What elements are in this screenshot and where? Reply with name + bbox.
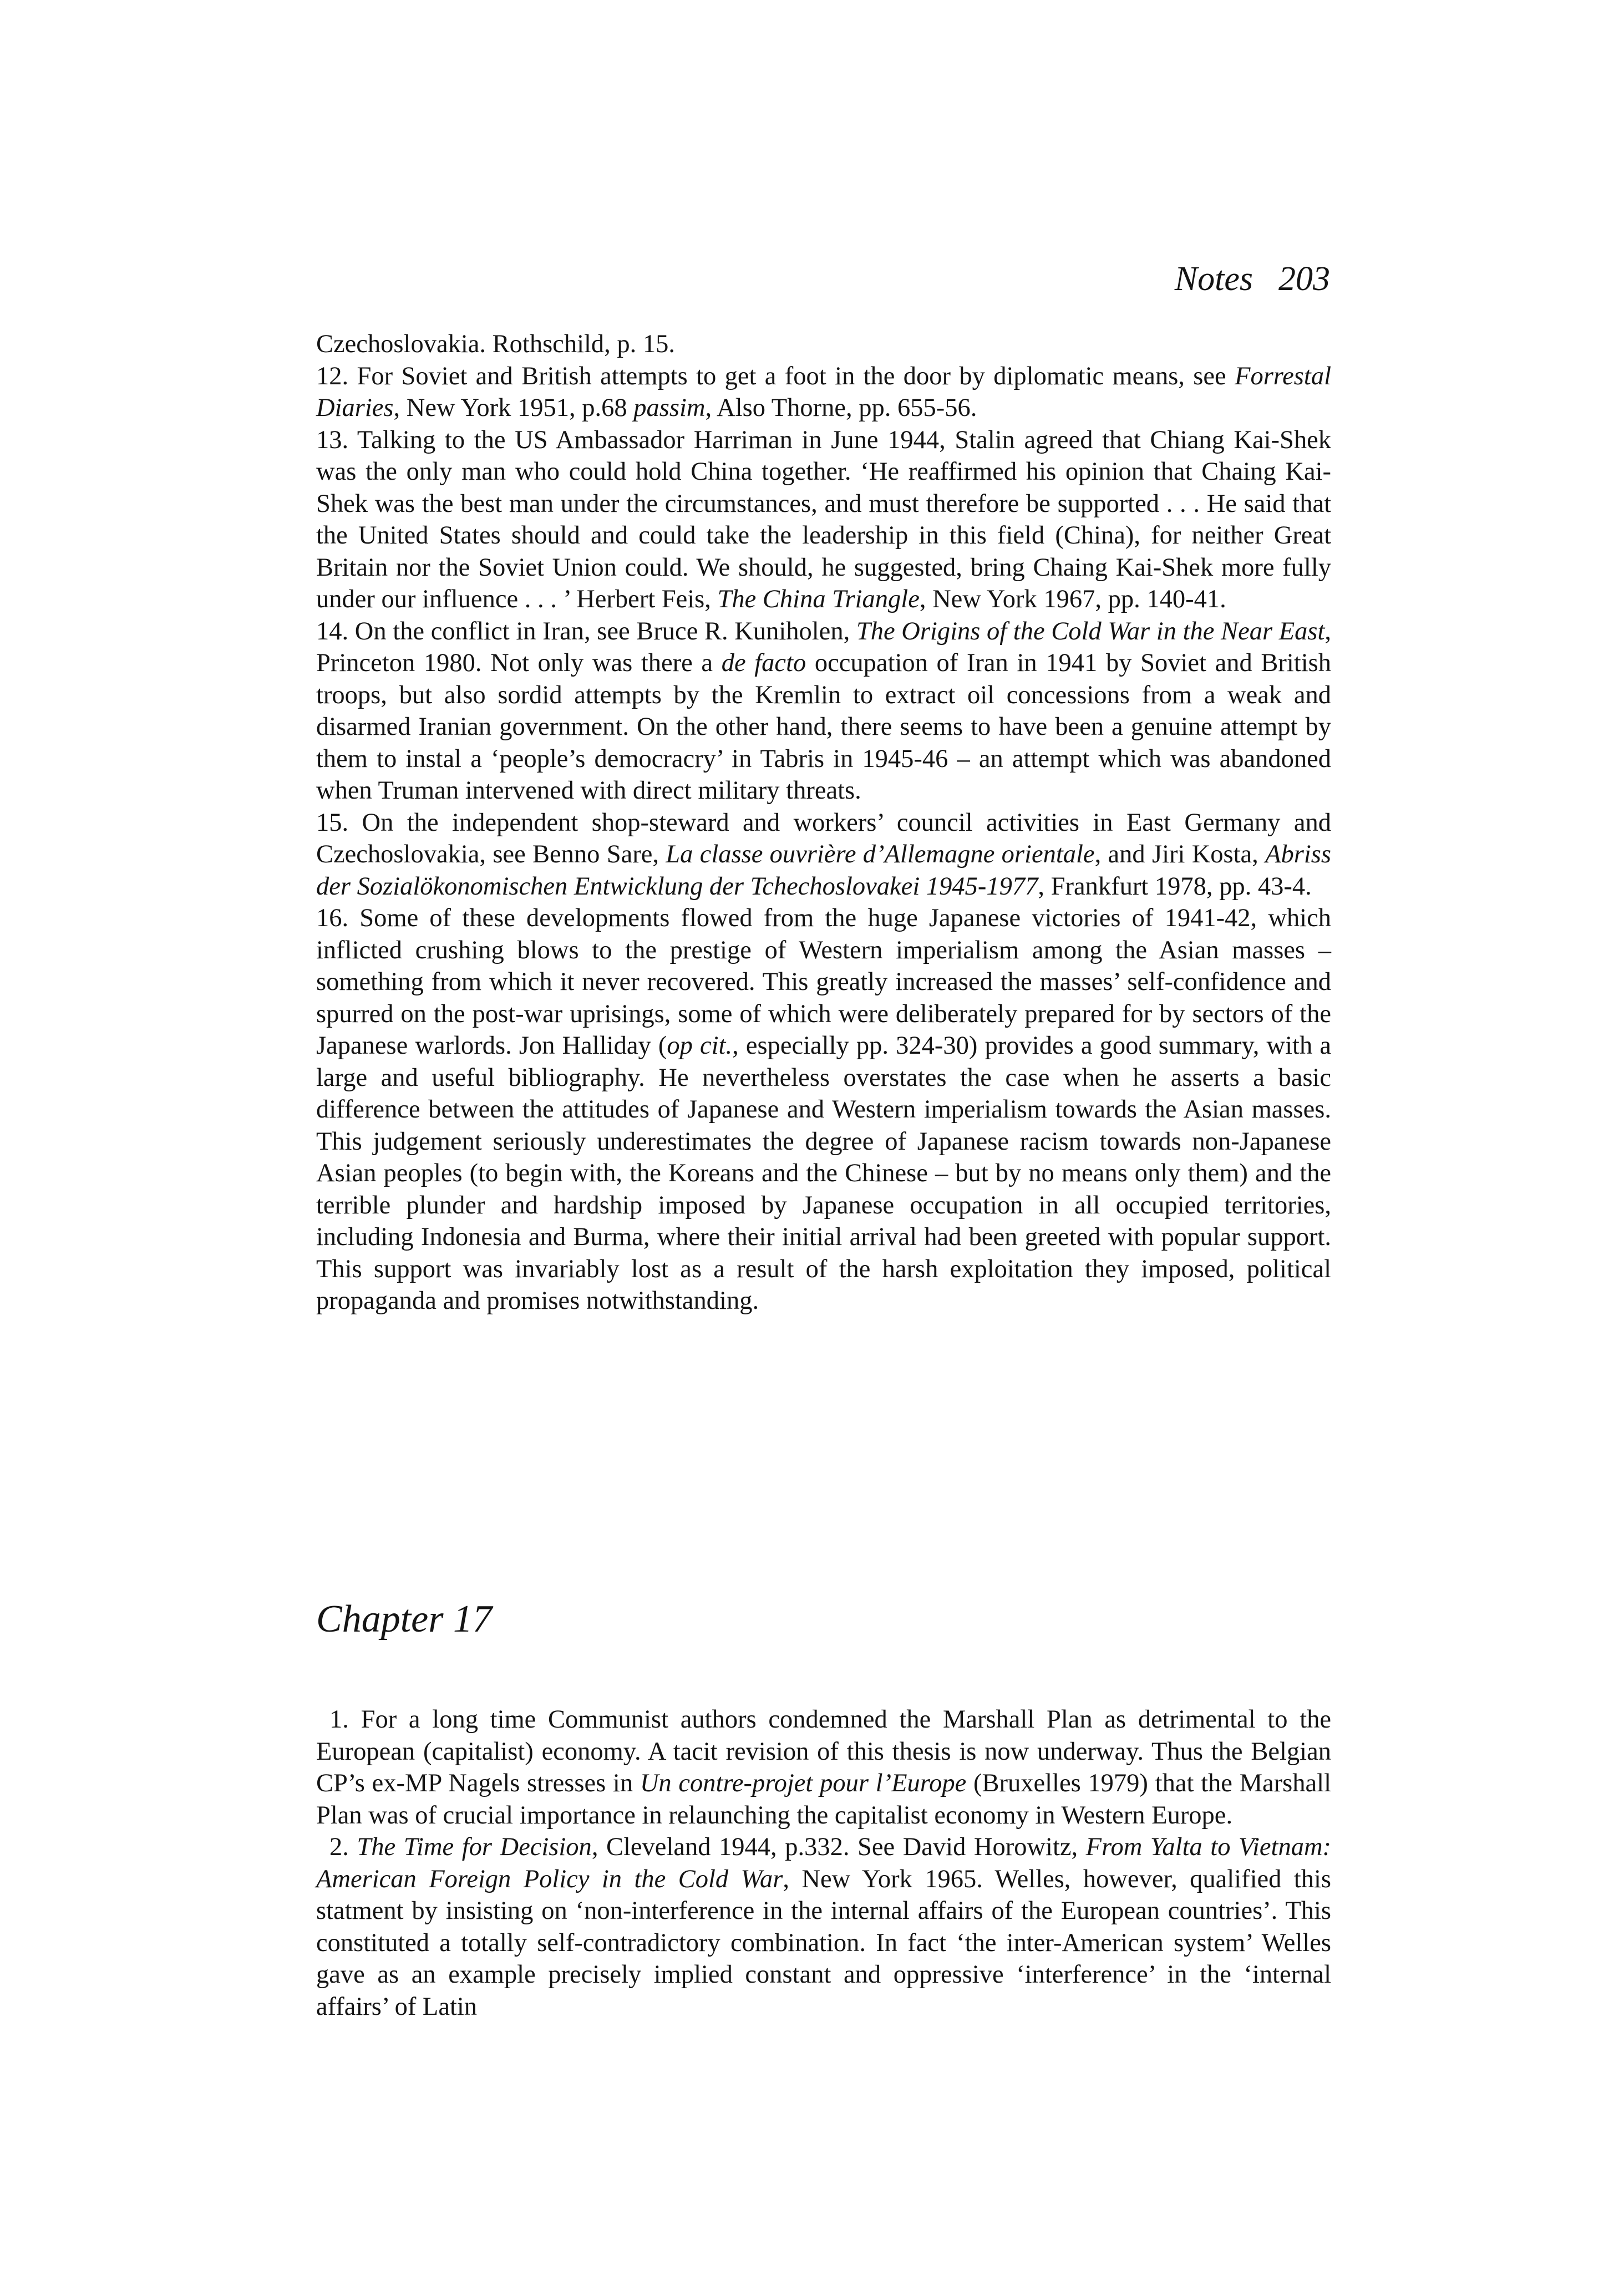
note-segment-italic: op cit.	[667, 1032, 733, 1060]
note-segment: 16. Some of these developments flowed from the huge Japanese victories of 1941-42, which inflicted crushing blows to the prestige of Western imperialism among the Asian masses – something from which it never recovered. This greatly increased the masses’ self-confidence and spurred on the post-war uprisings, some of which were deliberately prepared for by sectors of the Japanese warlords. Jon Halliday (	[316, 904, 1331, 1060]
chapter-note-segment-italic: From Yalta to Vietnam: American Foreign Policy in the Cold War	[316, 1833, 1332, 1893]
chapter-note-2	[316, 1831, 1331, 2023]
note-segment: , New York 1951, p.68	[393, 394, 634, 422]
note-segment: 13. Talking to the US Ambassador Harriman in June 1944, Stalin agreed that Chiang Kai-Shek was the only man who could hold China together. ‘He reaffirmed his opinion that Chaing Kai-Shek was the best man under the circumstances, and must therefore be supported . . . He said that the United States should and could take the leadership in this field (China), for neither Great Britain nor the Soviet Union could. We should, he suggested, bring Chaing Kai-Shek more fully under our influence . . . ’ Herbert Feis,	[316, 425, 1331, 613]
note-segment: Czechoslovakia. Rothschild, p. 15.	[316, 330, 676, 358]
notes-section	[316, 328, 1331, 1317]
chapter-17-notes	[316, 1704, 1331, 2023]
note-segment: occupation of Iran in 1941 by Soviet and British troops, but also sordid attempts by the Kremlin to extract oil concessions from a weak and disarmed Iranian government. On the other hand, there seems to have been a genuine attempt by them to instal a ‘people’s democracry’ in Tabris in 1945-46 – an attempt which was abandoned when Truman intervened with direct military threats.	[316, 649, 1331, 805]
page-number: 203	[1278, 260, 1330, 298]
chapter-note-segment: , Cleveland 1944, p.332. See David Horowitz,	[591, 1833, 1086, 1861]
chapter-heading: Chapter 17	[316, 1598, 492, 1640]
note-segment-italic: The Origins of the Cold War in the Near East	[856, 617, 1325, 646]
note-continuation	[316, 328, 1331, 360]
note-16	[316, 902, 1331, 1317]
running-header-title: Notes	[1174, 260, 1253, 298]
note-segment-italic: La classe ouvrière d’Allemagne orientale	[666, 840, 1095, 868]
note-segment-italic: de facto	[721, 649, 806, 677]
note-segment-italic: passim	[633, 394, 706, 422]
running-header	[1175, 260, 1330, 299]
note-segment: 12. For Soviet and British attempts to get a foot in the door by diplomatic means, see	[316, 362, 1235, 390]
note-segment-italic: Abriss der Sozialökonomischen Entwicklung der Tchechoslovakei 1945-1977	[316, 840, 1331, 901]
chapter-note-segment: 2.	[329, 1833, 357, 1861]
chapter-note-segment: (Bruxelles 1979) that the Marshall Plan was of crucial importance in relaunching the capitalist economy in Western Europe.	[316, 1769, 1331, 1830]
note-segment: 15. On the independent shop-steward and workers’ council activities in East Germany and Czechoslovakia, see Benno Sare,	[316, 808, 1331, 868]
note-segment: , Also Thorne, pp. 655-56.	[705, 394, 977, 422]
chapter-note-segment: 1. For a long time Communist authors condemned the Marshall Plan as detrimental to the European (capitalist) economy. A tacit revision of this thesis is now underway. Thus the Belgian CP’s ex-MP Nagels stresses in	[316, 1705, 1331, 1797]
note-segment-italic: Forrestal Diaries	[316, 362, 1331, 422]
note-segment: , New York 1967, pp. 140-41.	[919, 585, 1226, 613]
chapter-note-segment: , New York 1965. Welles, however, qualified this statment by insisting on ‘non-interference in the internal affairs of the European countries’. This constituted a totally self-contradictory combination. In fact ‘the inter-American system’ Welles gave as an example precisely implied constant and oppressive ‘interference’ in the ‘internal affairs’ of Latin	[316, 1865, 1331, 2021]
note-15	[316, 807, 1331, 903]
note-segment: , Princeton 1980. Not only was there a	[316, 617, 1331, 677]
note-14	[316, 616, 1331, 807]
note-segment-italic: The China Triangle	[717, 585, 920, 613]
note-segment: , Frankfurt 1978, pp. 43-4.	[1038, 872, 1312, 901]
note-segment: 14. On the conflict in Iran, see Bruce R. Kuniholen,	[316, 617, 856, 646]
note-segment: , and Jiri Kosta,	[1094, 840, 1266, 868]
note-13	[316, 424, 1331, 616]
note-12	[316, 360, 1331, 424]
chapter-note-segment-italic: Un contre-projet pour l’Europe	[640, 1769, 967, 1797]
note-segment: , especially pp. 324-30) provides a good summary, with a large and useful bibliography. He nevertheless overstates the case when he asserts a basic difference between the attitudes of Japanese and Western imperialism towards the Asian masses. This judgement seriously underestimates the degree of Japanese racism towards non-Japanese Asian peoples (to begin with, the Koreans and the Chinese – but by no means only them) and the terrible plunder and hardship imposed by Japanese occupation in all occupied territories, including Indonesia and Burma, where their initial arrival had been greeted with popular support. This support was invariably lost as a result of the harsh exploitation they imposed, political propaganda and promises notwithstanding.	[316, 1032, 1331, 1315]
chapter-note-1	[316, 1704, 1331, 1831]
chapter-note-segment-italic: The Time for Decision	[357, 1833, 592, 1861]
